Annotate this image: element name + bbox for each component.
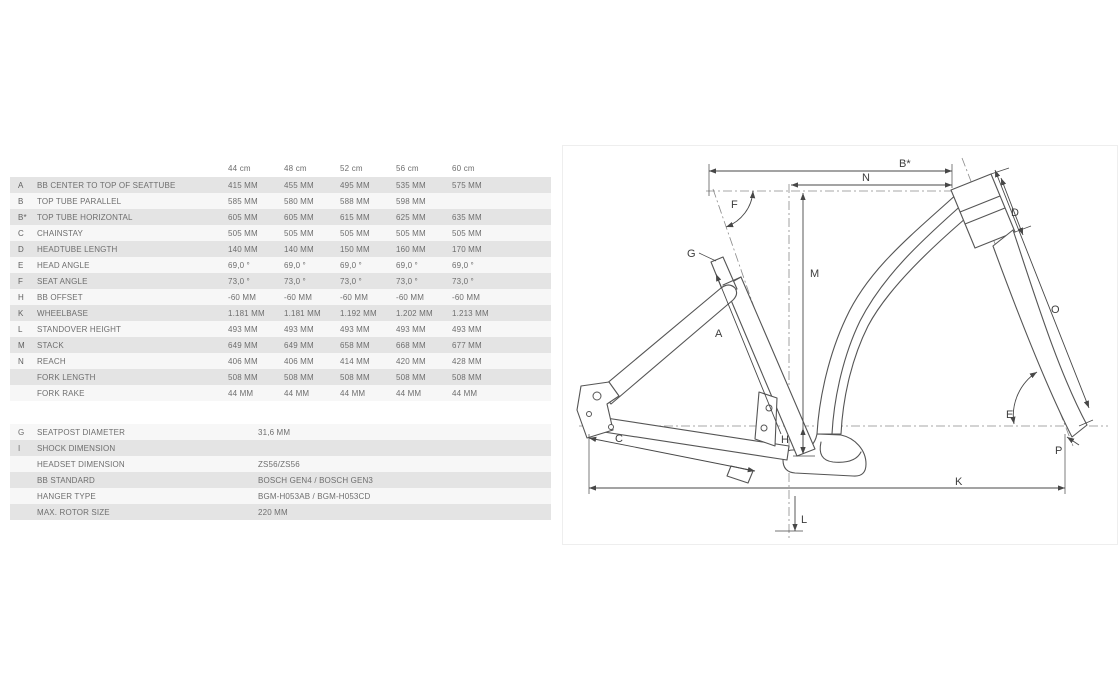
spec-row [10,488,551,504]
row-value: 1.192 MM [340,308,377,318]
size-header: 60 cm [452,164,475,173]
kickstand-mount [727,466,753,483]
row-letter: N [18,356,24,366]
rear-dropout [577,382,619,438]
row-value: 31,6 MM [258,427,291,437]
row-letter: G [18,427,25,437]
row-value: 44 MM [284,388,310,398]
row-value: 508 MM [340,372,370,382]
table-row [10,353,551,369]
pivot-bolt [609,425,614,430]
label-bb-offset: H [781,434,789,446]
row-value: 73,0 ° [228,276,250,286]
row-value: 508 MM [284,372,314,382]
size-header-row [10,160,551,177]
row-value: 44 MM [452,388,478,398]
row-value: 160 MM [396,244,426,254]
row-label: HANGER TYPE [37,491,96,501]
frame-geometry-diagram [562,145,1118,545]
row-letter: C [18,228,24,238]
table-row [10,209,551,225]
row-value: -60 MM [228,292,257,302]
fork [993,230,1087,437]
table-row [10,241,551,257]
bike-frame-drawing [563,146,1117,544]
row-value: ZS56/ZS56 [258,459,300,469]
row-letter: I [18,443,21,453]
arc-head-angle [1013,372,1037,424]
row-value: 580 MM [284,196,314,206]
row-value: 44 MM [228,388,254,398]
row-value: 505 MM [452,228,482,238]
row-value: 414 MM [340,356,370,366]
spec-row [10,440,551,456]
row-label: BB OFFSET [37,292,83,302]
table-row [10,321,551,337]
row-value: 69,0 ° [340,260,362,270]
row-value: 493 MM [340,324,370,334]
row-label: HEADSET DIMENSION [37,459,125,469]
row-label: FORK LENGTH [37,372,96,382]
row-value: 495 MM [340,180,370,190]
row-label: STANDOVER HEIGHT [37,324,122,334]
row-value: 677 MM [452,340,482,350]
spec-row [10,424,551,440]
size-header: 48 cm [284,164,307,173]
row-value: 415 MM [228,180,258,190]
row-value: 1.202 MM [396,308,433,318]
row-value: 406 MM [284,356,314,366]
spec-row [10,504,551,520]
row-value: 575 MM [452,180,482,190]
pivot-bolt [593,392,601,400]
row-value: 69,0 ° [396,260,418,270]
row-value: 625 MM [396,212,426,222]
label-seattube: A [715,328,723,340]
table-row [10,289,551,305]
spec-row [10,472,551,488]
row-value: 588 MM [340,196,370,206]
row-value: -60 MM [396,292,425,302]
table-row [10,193,551,209]
table-row [10,369,551,385]
row-label: HEADTUBE LENGTH [37,244,118,254]
row-value: 69,0 ° [228,260,250,270]
table-row [10,385,551,401]
geometry-table [10,160,551,520]
row-value: 44 MM [396,388,422,398]
row-label: BB STANDARD [37,475,95,485]
row-value: 615 MM [340,212,370,222]
table-row [10,257,551,273]
label-chainstay: C [615,433,623,445]
row-value: 598 MM [396,196,426,206]
row-label: MAX. ROTOR SIZE [37,507,110,517]
row-value: 73,0 ° [396,276,418,286]
row-value: 1.213 MM [452,308,489,318]
row-label: BB CENTER TO TOP OF SEATTUBE [37,180,176,190]
row-value: 493 MM [396,324,426,334]
row-value: 420 MM [396,356,426,366]
row-value: BOSCH GEN4 / BOSCH GEN3 [258,475,374,485]
row-value: 69,0 ° [284,260,306,270]
row-letter: D [18,244,24,254]
size-header: 52 cm [340,164,363,173]
label-standover-drop: L [801,514,808,526]
row-label: TOP TUBE HORIZONTAL [37,212,133,222]
spec-row [10,456,551,472]
row-value: 535 MM [396,180,426,190]
label-wheelbase: K [955,476,963,488]
row-label: SHOCK DIMENSION [37,443,116,453]
seatstay [599,285,737,404]
row-label: CHAINSTAY [37,228,83,238]
label-seat-angle: F [731,199,738,211]
row-value: 428 MM [452,356,482,366]
label-fork-axis: O [1051,304,1060,316]
row-value: -60 MM [340,292,369,302]
row-letter: K [18,308,24,318]
row-letter: M [18,340,25,350]
row-label: WHEELBASE [37,308,89,318]
row-label: REACH [37,356,66,366]
geometry-table-body [10,177,551,401]
row-label: HEAD ANGLE [37,260,90,270]
row-value: 140 MM [284,244,314,254]
spec-table-body [10,424,551,520]
size-header: 44 cm [228,164,251,173]
row-value: 493 MM [284,324,314,334]
frame-tubes [577,174,1087,483]
row-value: 1.181 MM [284,308,321,318]
label-head-angle: E [1006,409,1014,421]
row-value: 649 MM [284,340,314,350]
row-value: 44 MM [340,388,366,398]
row-value: 170 MM [452,244,482,254]
label-stack: M [810,268,820,280]
label-seatpost: G [687,248,696,260]
row-value: 73,0 ° [284,276,306,286]
pivot-bolt [761,425,767,431]
row-value: -60 MM [452,292,481,302]
row-value: 73,0 ° [452,276,474,286]
row-letter: B* [18,212,27,222]
down-tube [817,192,973,434]
row-value: 635 MM [452,212,482,222]
table-row [10,177,551,193]
row-value: 73,0 ° [340,276,362,286]
row-value: 493 MM [228,324,258,334]
row-value: 140 MM [228,244,258,254]
row-letter: L [18,324,23,334]
row-value: 150 MM [340,244,370,254]
row-letter: B [18,196,24,206]
row-value: 508 MM [228,372,258,382]
table-row [10,225,551,241]
row-value: 220 MM [258,507,288,517]
row-value: 668 MM [396,340,426,350]
label-headtube: D [1011,207,1019,219]
row-value: 605 MM [284,212,314,222]
table-row [10,273,551,289]
row-value: 505 MM [340,228,370,238]
label-fork-rake: P [1055,445,1063,457]
row-value: BGM-H053AB / BGM-H053CD [258,491,371,501]
leader-seatpost [699,253,716,261]
row-label: SEAT ANGLE [37,276,88,286]
row-letter: F [18,276,24,286]
linkage-plate [755,392,777,446]
row-letter: E [18,260,24,270]
row-value: 505 MM [228,228,258,238]
table-row [10,305,551,321]
row-letter: H [18,292,24,302]
row-label: TOP TUBE PARALLEL [37,196,122,206]
row-value: 585 MM [228,196,258,206]
row-value: 505 MM [396,228,426,238]
row-label: SEATPOST DIAMETER [37,427,126,437]
row-value: 505 MM [284,228,314,238]
table-row [10,337,551,353]
row-value: 508 MM [452,372,482,382]
row-value: 69,0 ° [452,260,474,270]
size-header: 56 cm [396,164,419,173]
label-top-tube-horizontal: B* [899,158,911,170]
row-value: 406 MM [228,356,258,366]
row-value: 649 MM [228,340,258,350]
dim-fork-rake [1067,437,1079,445]
row-value: 658 MM [340,340,370,350]
row-value: -60 MM [284,292,313,302]
row-value: 508 MM [396,372,426,382]
row-value: 493 MM [452,324,482,334]
row-value: 455 MM [284,180,314,190]
row-letter: A [18,180,24,190]
row-label: FORK RAKE [37,388,85,398]
row-value: 605 MM [228,212,258,222]
label-reach: N [862,172,870,184]
row-label: STACK [37,340,64,350]
pivot-bolt [587,412,592,417]
row-value: 1.181 MM [228,308,265,318]
